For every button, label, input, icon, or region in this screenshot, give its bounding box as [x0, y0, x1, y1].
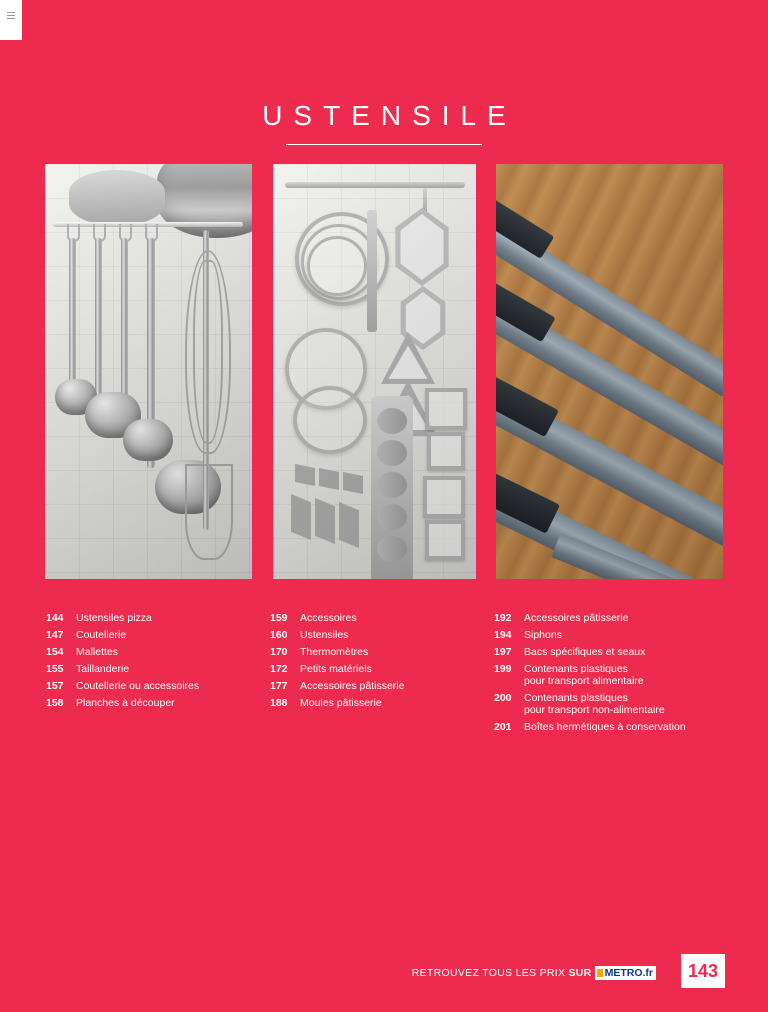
toc-entry[interactable] — [46, 697, 256, 709]
toc-entry[interactable] — [494, 646, 734, 658]
toc-page-number: 157 — [46, 680, 64, 692]
toc-label: Bacs spécifiques et seaux — [524, 646, 646, 658]
madeleine-cavity — [377, 440, 407, 466]
toc-page-number: 158 — [46, 697, 64, 709]
page-title-block — [0, 100, 768, 145]
photo-pastry-moulds — [273, 164, 476, 579]
page-footer — [0, 946, 768, 990]
spoon-bowl — [123, 419, 173, 461]
toc-label-main: Contenants plastiques — [524, 692, 628, 704]
toc-label: Accessoires pâtisserie — [524, 612, 629, 624]
toc-column-2 — [270, 612, 485, 714]
toc-entry[interactable] — [46, 629, 256, 641]
toc-label: Thermomètres — [300, 646, 369, 658]
footer-tagline — [412, 966, 656, 980]
toc-entry[interactable] — [46, 612, 256, 624]
page-number-box — [681, 954, 725, 988]
pastry-ring — [293, 386, 367, 454]
toc-entry[interactable] — [494, 629, 734, 641]
toc-label: Ustensiles — [300, 629, 349, 641]
toc-label: Moules pâtisserie — [300, 697, 382, 709]
toc-entry[interactable] — [270, 629, 485, 641]
corner-dots-icon — [7, 12, 15, 18]
toc-entry[interactable] — [494, 612, 734, 624]
tongs-loop — [185, 464, 233, 560]
toc-entry[interactable] — [46, 663, 256, 675]
photo-knives-board — [496, 164, 723, 579]
square-mould — [427, 432, 465, 470]
toc-entry[interactable] — [270, 697, 485, 709]
metro-logo-text: METRO — [604, 967, 643, 979]
toc-page-number: 159 — [270, 612, 288, 624]
pastry-ring — [307, 236, 367, 296]
toc-page-number: 192 — [494, 612, 512, 624]
small-pot — [69, 170, 165, 226]
ladle-handle — [69, 238, 76, 388]
skimmer-handle — [95, 238, 102, 398]
toc-page-number: 155 — [46, 663, 64, 675]
madeleine-cavity — [377, 408, 407, 434]
toc-page-number: 170 — [270, 646, 288, 658]
toc-label: Boîtes hermétiques à conservation — [524, 721, 686, 733]
toc-label-sub: pour transport alimentaire — [524, 675, 644, 687]
toc-label: Coutellerie ou accessoires — [76, 680, 200, 692]
toc-page-number: 160 — [270, 629, 288, 641]
vertical-strip-mould — [367, 210, 377, 332]
toc-entry[interactable] — [270, 663, 485, 675]
corner-crop-mark — [0, 0, 22, 40]
toc-page-number: 144 — [46, 612, 64, 624]
toc-page-number: 172 — [270, 663, 288, 675]
whisk-wires — [193, 260, 223, 444]
toc-page-number: 147 — [46, 629, 64, 641]
metro-logo-suffix: .fr — [642, 967, 653, 979]
page-number: 143 — [687, 960, 719, 981]
toc-label: Accessoires — [300, 612, 357, 624]
toc-entry[interactable] — [494, 663, 734, 687]
toc-page-number: 200 — [494, 692, 512, 704]
page-title: USTENSILE — [262, 100, 517, 131]
square-mould — [423, 476, 465, 518]
toc-page-number: 194 — [494, 629, 512, 641]
photo-utensils-wall — [45, 164, 252, 579]
toc-label: Taillanderie — [76, 663, 130, 675]
toc-entry[interactable] — [46, 680, 256, 692]
toc-page-number: 177 — [270, 680, 288, 692]
toc-entry[interactable] — [494, 692, 734, 716]
madeleine-cavity — [377, 472, 407, 498]
madeleine-cavity — [377, 504, 407, 530]
toc-page-number: 197 — [494, 646, 512, 658]
toc-label: Accessoires pâtisserie — [300, 680, 405, 692]
square-mould — [425, 520, 465, 560]
metro-logo — [595, 966, 656, 980]
title-divider — [286, 144, 482, 145]
photo-row — [45, 164, 723, 579]
toc-entry[interactable] — [270, 646, 485, 658]
wall-rail — [285, 182, 465, 188]
toc-page-number: 201 — [494, 721, 512, 733]
madeleine-cavity — [377, 536, 407, 562]
metro-square-icon — [597, 969, 603, 977]
toc-column-3 — [494, 612, 734, 738]
toc-label: Siphons — [524, 629, 562, 641]
toc-page-number: 199 — [494, 663, 512, 675]
toc-entry[interactable] — [494, 721, 734, 733]
square-mould — [425, 388, 467, 430]
toc-entry[interactable] — [270, 612, 485, 624]
toc-entry[interactable] — [46, 646, 256, 658]
toc-page-number: 188 — [270, 697, 288, 709]
footer-tagline-text: RETROUVEZ TOUS LES PRIX — [411, 967, 569, 979]
toc-label-sub: pour transport non-alimentaire — [524, 704, 665, 716]
toc-label: Mallettes — [76, 646, 119, 658]
toc-label: Coutellerie — [76, 629, 127, 641]
toc-label: Planches à découper — [76, 697, 175, 709]
toc-label-main: Contenants plastiques — [524, 663, 628, 675]
toc-label — [524, 692, 665, 716]
toc-entry[interactable] — [270, 680, 485, 692]
toc-label: Ustensiles pizza — [76, 612, 152, 624]
footer-tagline-bold: SUR — [568, 967, 592, 979]
toc-label — [524, 663, 644, 687]
toc-column-1 — [46, 612, 256, 714]
toc-label: Petits matériels — [300, 663, 372, 675]
toc-page-number: 154 — [46, 646, 64, 658]
